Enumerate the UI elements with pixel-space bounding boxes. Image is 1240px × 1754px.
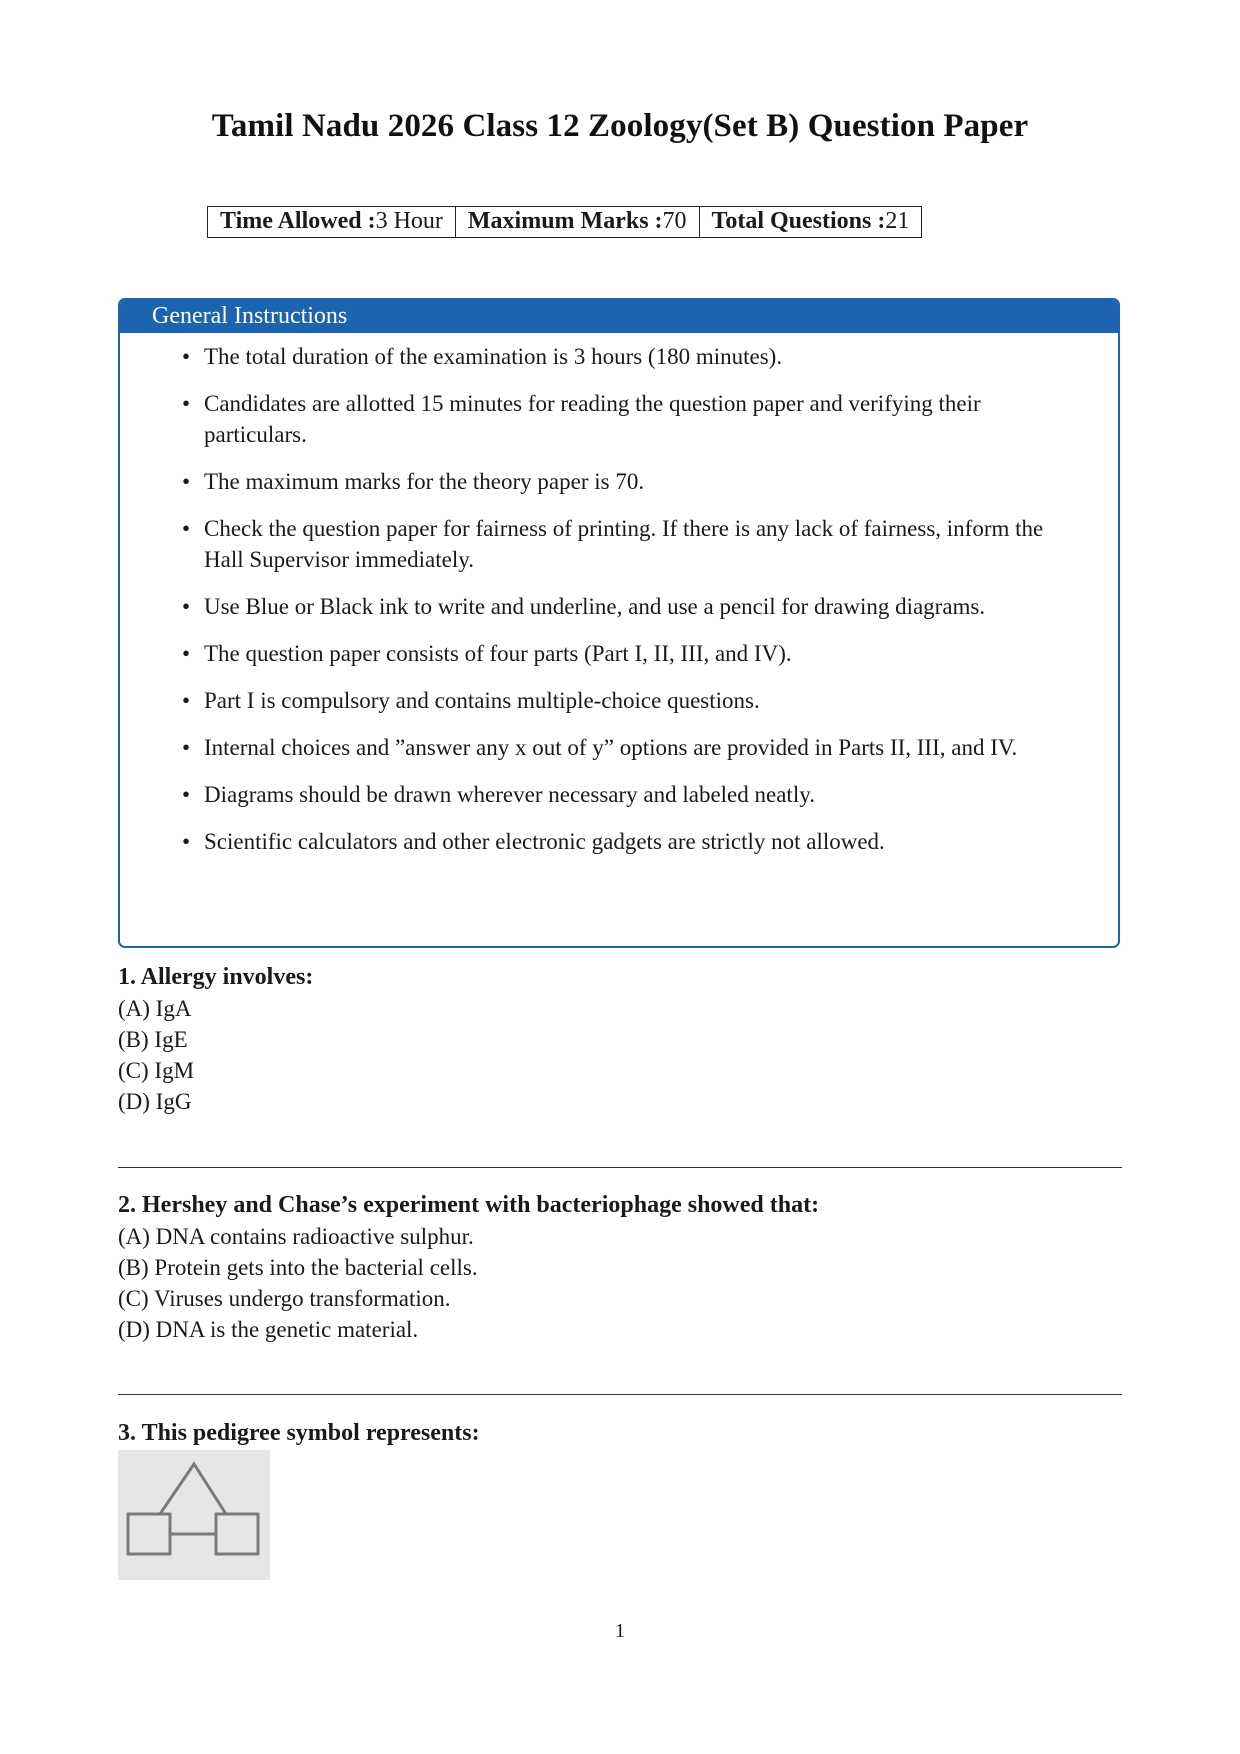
pedigree-symbol-image [118, 1450, 270, 1580]
time-allowed-cell [208, 207, 456, 238]
paper-title: Tamil Nadu 2026 Class 12 Zoology(Set B) Question Paper [211, 108, 1029, 144]
bullet-icon: • [182, 735, 191, 760]
bullet-icon: • [182, 594, 191, 619]
question-divider [118, 1394, 1122, 1395]
total-questions-cell [699, 207, 922, 238]
instruction-item [182, 388, 1088, 450]
general-instructions-header: General Instructions [120, 300, 1118, 333]
question-stem: 2. Hershey and Chase’s experiment with bacteriophage showed that: [118, 1192, 820, 1218]
bullet-icon: • [182, 469, 191, 494]
bullet-icon: • [182, 516, 191, 541]
maximum-marks-value: 70 [662, 208, 687, 234]
instruction-text: Check the question paper for fairness of printing. If there is any lack of fairness, inform the Hall Supervisor immediately. [204, 516, 1044, 572]
time-allowed-label: Time Allowed : [220, 208, 376, 234]
page-number: 1 [615, 1620, 625, 1642]
instruction-item [182, 779, 1088, 810]
instruction-text: Diagrams should be drawn wherever necessary and labeled neatly. [204, 782, 815, 807]
instruction-item [182, 591, 1088, 622]
instruction-text: Candidates are allotted 15 minutes for reading the question paper and verifying their particulars. [204, 391, 981, 447]
general-instructions-box [118, 298, 1120, 948]
instruction-item [182, 341, 1088, 372]
instruction-text: The maximum marks for the theory paper is 70. [204, 469, 645, 494]
exam-meta-table [207, 206, 922, 238]
total-questions-label: Total Questions : [711, 208, 886, 234]
instruction-item [182, 466, 1088, 497]
instruction-text: Internal choices and ”answer any x out of y” options are provided in Parts II, III, and IV. [204, 735, 1018, 760]
instruction-item [182, 638, 1088, 669]
bullet-icon: • [182, 391, 191, 416]
time-allowed-value: 3 Hour [375, 208, 443, 234]
total-questions-value: 21 [885, 208, 910, 234]
bullet-icon: • [182, 782, 191, 807]
instruction-item [182, 513, 1088, 575]
bullet-icon: • [182, 829, 191, 854]
option-a: (A) DNA contains radioactive sulphur. [118, 1224, 474, 1249]
option-d: (D) IgG [118, 1089, 192, 1114]
maximum-marks-label: Maximum Marks : [467, 208, 663, 234]
instruction-item [182, 685, 1088, 716]
instruction-text: The question paper consists of four parts (Part I, II, III, and IV). [204, 641, 792, 666]
maximum-marks-cell [455, 207, 699, 238]
question-stem: 1. Allergy involves: [118, 964, 314, 990]
bullet-icon: • [182, 344, 191, 369]
instructions-list [120, 333, 1118, 857]
option-a: (A) IgA [118, 996, 192, 1021]
question-divider [118, 1167, 1122, 1168]
instruction-text: The total duration of the examination is 3 hours (180 minutes). [204, 344, 783, 369]
option-b: (B) Protein gets into the bacterial cells. [118, 1255, 478, 1280]
option-d: (D) DNA is the genetic material. [118, 1317, 419, 1342]
option-c: (C) Viruses undergo transformation. [118, 1286, 451, 1311]
question-3 [118, 1418, 1122, 1449]
question-1 [118, 962, 1122, 1117]
instruction-text: Use Blue or Black ink to write and underline, and use a pencil for drawing diagrams. [204, 594, 986, 619]
instruction-item [182, 826, 1088, 857]
option-c: (C) IgM [118, 1058, 195, 1083]
pedigree-symbol-icon [118, 1450, 270, 1580]
bullet-icon: • [182, 641, 191, 666]
bullet-icon: • [182, 688, 191, 713]
instruction-item [182, 732, 1088, 763]
option-b: (B) IgE [118, 1027, 188, 1052]
instruction-text: Part I is compulsory and contains multiple-choice questions. [204, 688, 760, 713]
question-2 [118, 1190, 1122, 1345]
question-stem: 3. This pedigree symbol represents: [118, 1420, 480, 1446]
instruction-text: Scientific calculators and other electronic gadgets are strictly not allowed. [204, 829, 885, 854]
